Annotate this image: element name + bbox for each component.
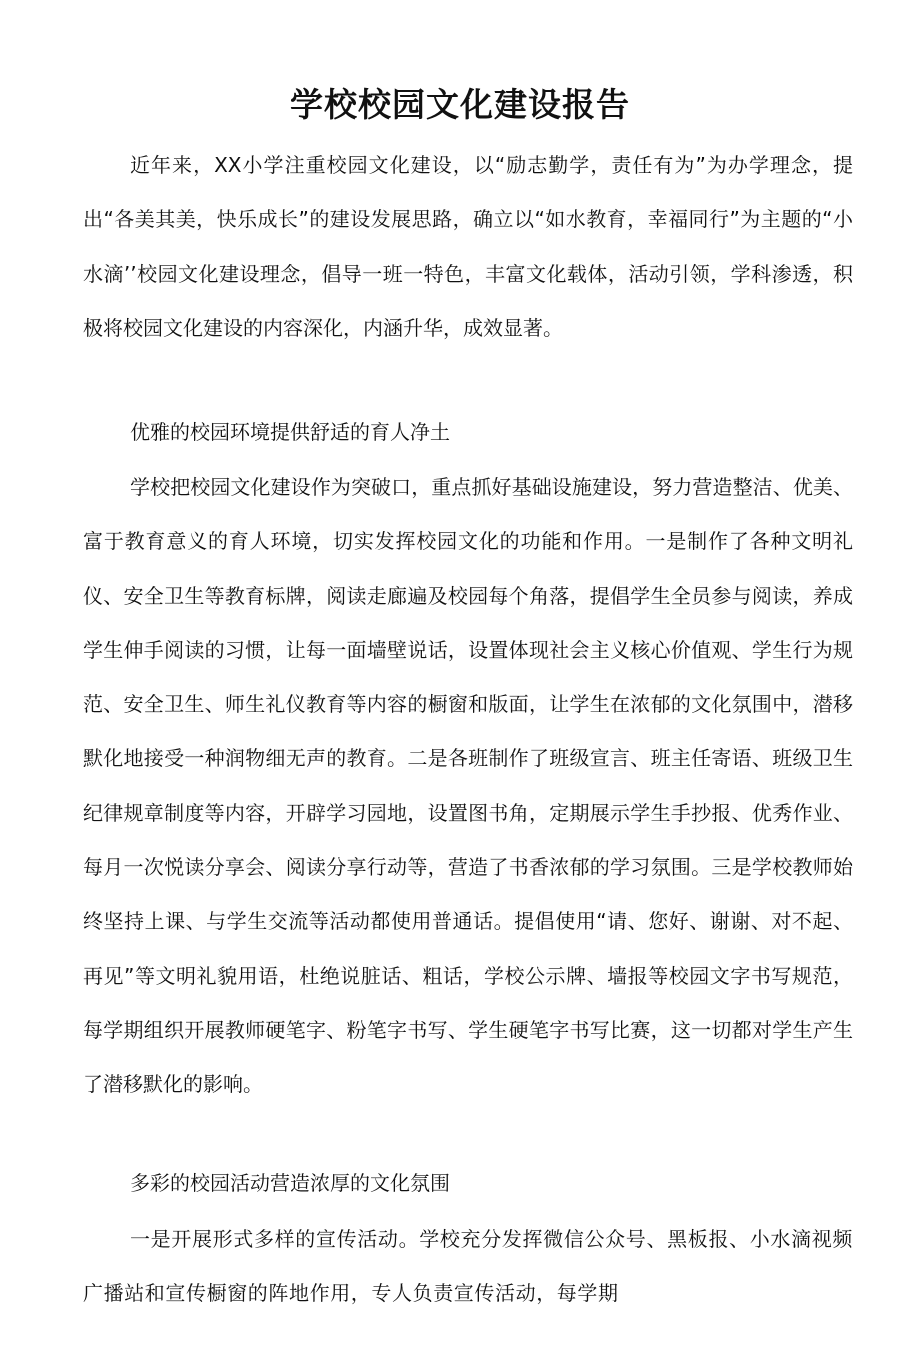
section-heading-environment: 优雅的校园环境提供舒适的育人净土 — [130, 420, 450, 444]
document-title: 学校校园文化建设报告 — [290, 85, 630, 124]
environment-paragraph: 学校把校园文化建设作为突破口，重点抓好基础设施建设，努力营造整洁、优美、富于教育意义的育人环境，切实发挥校园文化的功能和作用。一是制作了各种文明礼仪、安全卫生等教育标牌，阅读走廊遍及校园每个角落，提倡学生全员参与阅读，养成学生伸手阅读的习惯，让每一面墙壁说话，设置体现社会主义核心价值观、学生行为规范、安全卫生、师生礼仪教育等内容的橱窗和版面，让学生在浓郁的文化氛围中，潜移默化地接受一种润物细无声的教育。二是各班制作了班级宣言、班主任寄语、班级卫生纪律规章制度等内容，开辟学习园地，设置图书角，定期展示学生手抄报、优秀作业、每月一次悦读分享会、阅读分享行动等，营造了书香浓郁的学习氛围。三是学校教师始终坚持上课、与学生交流等活动都使用普通话。提倡使用“请、您好、谢谢、对不起、再见”等文明礼貌用语，杜绝说脏话、粗话，学校公示牌、墙报等校园文字书写规范，每学期组织开展教师硬笔字、粉笔字书写、学生硬笔字书写比赛，这一切都对学生产生了潜移默化的影响。 — [83, 475, 853, 1097]
intro-paragraph: 近年来，XX小学注重校园文化建设，以“励志勤学，责任有为”为办学理念，提出“各美其美，快乐成长”的建设发展思路，确立以“如水教育，幸福同行”为主题的“小水滴’’校园文化建设理念，倡导一班一特色，丰富文化载体，活动引领，学科渗透，积极将校园文化建设的内容深化，内涵升华，成效显著。 — [83, 153, 853, 340]
activities-paragraph: 一是开展形式多样的宣传活动。学校充分发挥微信公众号、黑板报、小水滴视频广播站和宣传橱窗的阵地作用，专人负责宣传活动，每学期 — [83, 1227, 853, 1306]
section-heading-activities: 多彩的校园活动营造浓厚的文化氛围 — [130, 1171, 450, 1195]
